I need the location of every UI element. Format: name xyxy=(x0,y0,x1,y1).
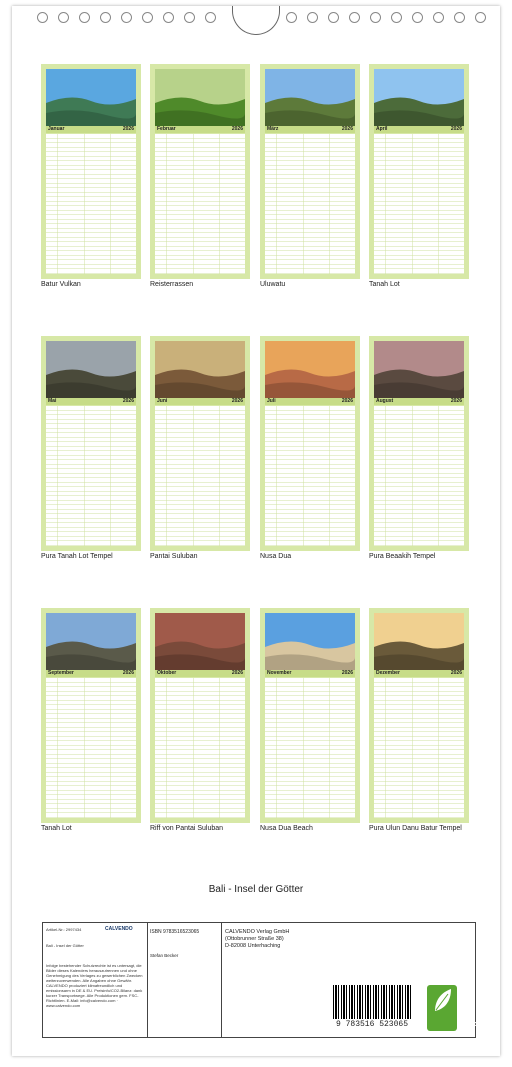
month-header xyxy=(46,126,136,133)
month-year: 2026 xyxy=(231,126,243,132)
binding-hole xyxy=(100,12,111,23)
month-name: Oktober xyxy=(157,670,177,676)
month-name: November xyxy=(267,670,292,676)
month-name: Januar xyxy=(48,126,65,132)
legal-notice: Infolge bestehender Schutzrechte ist es untersagt, die Bilder dieses Kalenders herauszutrennen und ohne Genehmigung des Verlages zu gewerblichen Zwecken weiterzuverwenden. Alle Angaben ohne Gewähr. CALVENDO produziert klimafreundlich und emissionsarm in DE & EU. Preisinfo/CO2-Bilanz: dank kurzer Transportwege. Alle Produktionen gem. FSC-Richtlinien. E-Mail: info@calvendo.com · www.calvendo.com xyxy=(46,963,143,1008)
day-grid xyxy=(155,134,245,274)
binding-hole xyxy=(142,12,153,23)
month-name: April xyxy=(376,126,388,132)
day-grid xyxy=(374,134,464,274)
publisher-city: D-82008 Unterhaching xyxy=(225,943,281,949)
author: Stefan Becker xyxy=(150,953,179,958)
info-subtitle: Bali - Insel der Götter xyxy=(46,943,84,948)
month-name: März xyxy=(267,126,279,132)
month-photo xyxy=(374,69,464,126)
day-grid xyxy=(155,678,245,818)
month-header xyxy=(374,126,464,133)
month-name: Februar xyxy=(157,126,176,132)
day-grid xyxy=(46,134,136,274)
binding-hole xyxy=(184,12,195,23)
month-header xyxy=(265,398,355,405)
month-header xyxy=(155,398,245,405)
day-grid xyxy=(265,134,355,274)
barcode-bars xyxy=(333,985,411,1019)
month-block xyxy=(150,608,250,823)
eco-badge xyxy=(427,985,479,1031)
photo-caption: Tanah Lot xyxy=(369,281,400,288)
month-year: 2026 xyxy=(231,398,243,404)
month-block xyxy=(260,608,360,823)
month-year: 2026 xyxy=(450,670,462,676)
photo-caption: Batur Vulkan xyxy=(41,281,81,288)
month-block xyxy=(41,336,141,551)
month-year: 2026 xyxy=(450,126,462,132)
day-grid xyxy=(155,406,245,546)
binding-hole xyxy=(79,12,90,23)
month-year: 2026 xyxy=(122,126,134,132)
month-header xyxy=(265,126,355,133)
month-year: 2026 xyxy=(122,670,134,676)
month-photo xyxy=(265,341,355,398)
photo-caption: Riff von Pantai Suluban xyxy=(150,825,224,832)
day-grid xyxy=(265,406,355,546)
month-block xyxy=(150,336,250,551)
publisher-address xyxy=(225,929,289,950)
photo-caption: Pura Beaakih Tempel xyxy=(369,553,436,560)
month-name: Mai xyxy=(48,398,57,404)
month-block xyxy=(260,64,360,279)
month-year: 2026 xyxy=(341,398,353,404)
binding-hole xyxy=(475,12,486,23)
binding-hole xyxy=(433,12,444,23)
month-year: 2026 xyxy=(231,670,243,676)
publisher-name: CALVENDO Verlag GmbH xyxy=(225,929,290,935)
photo-caption: Uluwatu xyxy=(260,281,286,288)
publisher-street: (Ottobrunner Straße 38) xyxy=(225,936,284,942)
binding-hole xyxy=(163,12,174,23)
binding-hole xyxy=(286,12,297,23)
leaf-icon xyxy=(427,985,457,1017)
month-header xyxy=(265,670,355,677)
month-year: 2026 xyxy=(341,126,353,132)
photo-caption: Nusa Dua xyxy=(260,553,292,560)
month-photo xyxy=(374,341,464,398)
day-grid xyxy=(265,678,355,818)
binding-hole xyxy=(412,12,423,23)
month-block xyxy=(369,608,469,823)
month-year: 2026 xyxy=(122,398,134,404)
info-left-column xyxy=(43,923,148,1037)
month-block xyxy=(369,64,469,279)
binding-hole xyxy=(370,12,381,23)
month-name: Juni xyxy=(157,398,168,404)
month-photo xyxy=(155,69,245,126)
photo-caption: Pura Tanah Lot Tempel xyxy=(41,553,113,560)
photo-caption: Reisterrassen xyxy=(150,281,194,288)
month-year: 2026 xyxy=(450,398,462,404)
month-block xyxy=(150,64,250,279)
barcode xyxy=(333,985,411,1029)
eco-label: eco xyxy=(465,1021,479,1028)
info-box xyxy=(42,922,479,1038)
month-year: 2026 xyxy=(341,670,353,676)
month-block xyxy=(41,608,141,823)
month-header xyxy=(374,398,464,405)
binding-hole xyxy=(205,12,216,23)
day-grid xyxy=(374,678,464,818)
binding-hole xyxy=(391,12,402,23)
binding-hole xyxy=(37,12,48,23)
month-photo xyxy=(374,613,464,670)
month-name: August xyxy=(376,398,394,404)
binding-hole xyxy=(307,12,318,23)
month-photo xyxy=(265,613,355,670)
photo-caption: Nusa Dua Beach xyxy=(260,825,313,832)
month-photo xyxy=(155,613,245,670)
month-photo xyxy=(155,341,245,398)
day-grid xyxy=(46,406,136,546)
binding-hole xyxy=(328,12,339,23)
binding-hole xyxy=(121,12,132,23)
calendar-title: Bali - Insel der Götter xyxy=(208,884,304,895)
day-grid xyxy=(46,678,136,818)
month-photo xyxy=(46,341,136,398)
photo-caption: Pantai Suluban xyxy=(150,553,198,560)
month-header xyxy=(155,126,245,133)
month-block xyxy=(369,336,469,551)
binding-hole xyxy=(349,12,360,23)
month-header xyxy=(46,670,136,677)
binding-hole xyxy=(454,12,465,23)
month-block xyxy=(260,336,360,551)
info-middle-column xyxy=(147,923,222,1037)
month-photo xyxy=(265,69,355,126)
binding-hole xyxy=(58,12,69,23)
month-header xyxy=(374,670,464,677)
photo-caption: Tanah Lot xyxy=(41,825,72,832)
month-block xyxy=(41,64,141,279)
month-header xyxy=(155,670,245,677)
month-header xyxy=(46,398,136,405)
article-number: Artikel-Nr.: 2997434 xyxy=(46,927,82,932)
isbn: ISBN 9783516523065 xyxy=(150,929,200,935)
month-name: September xyxy=(48,670,74,676)
calvendo-logo: CALVENDO xyxy=(105,926,133,932)
photo-caption: Pura Ulun Danu Batur Tempel xyxy=(369,825,462,832)
month-photo xyxy=(46,613,136,670)
month-photo xyxy=(46,69,136,126)
month-name: Dezember xyxy=(376,670,400,676)
day-grid xyxy=(374,406,464,546)
barcode-number: 9 783516 523065 xyxy=(335,1020,408,1029)
month-name: Juli xyxy=(267,398,276,404)
